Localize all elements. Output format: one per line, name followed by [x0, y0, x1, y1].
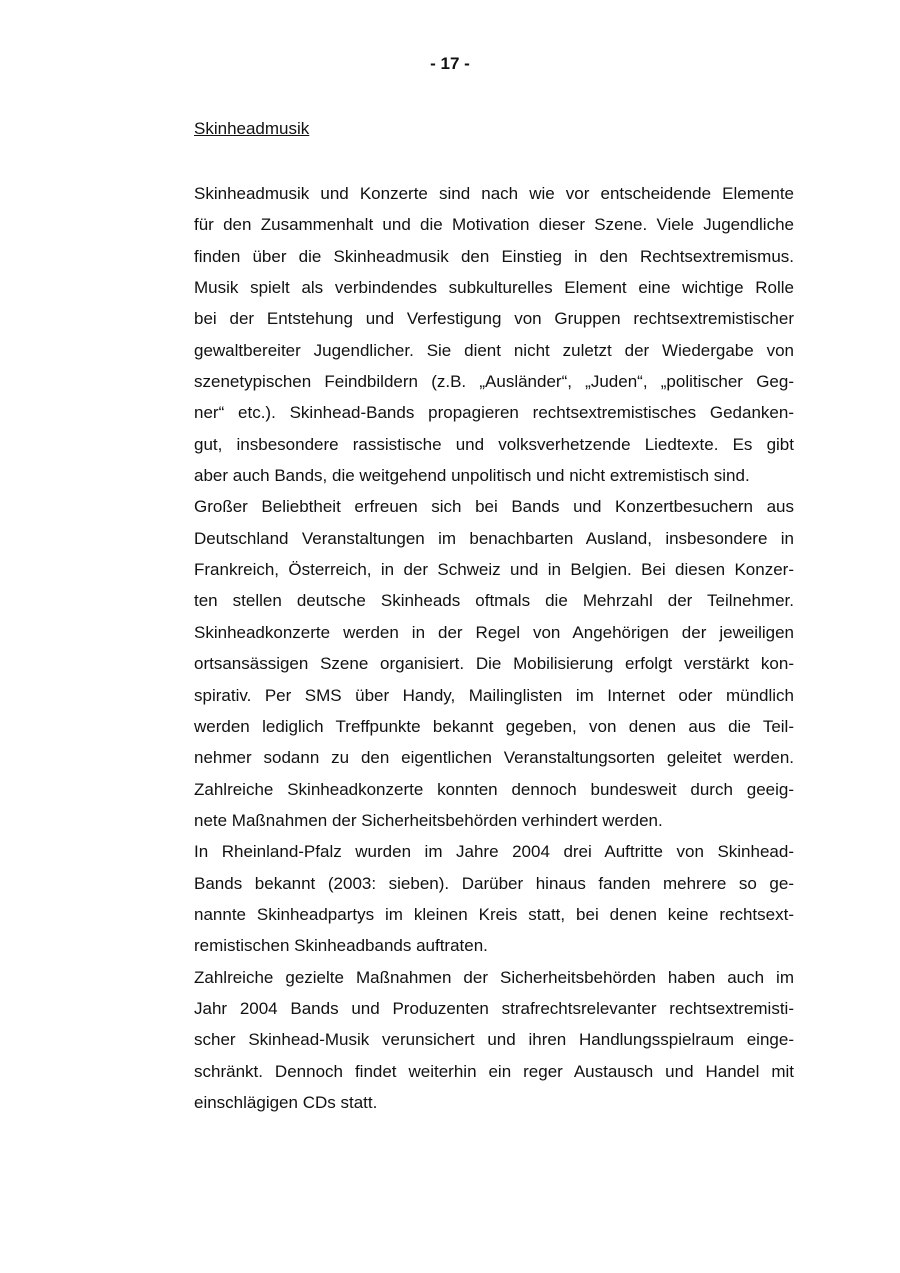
body-text: [194, 178, 794, 1118]
text-line: ner“ etc.). Skinhead-Bands propagieren rechtsextremistisches Gedanken-: [194, 403, 794, 423]
text-line: nehmer sodann zu den eigentlichen Veranstaltungsorten geleitet werden.: [194, 748, 794, 768]
text-line: Zahlreiche Skinheadkonzerte konnten dennoch bundesweit durch geeig-: [194, 779, 794, 799]
text-line: scher Skinhead-Musik verunsichert und ihren Handlungsspielraum einge-: [194, 1030, 794, 1050]
text-line: gut, insbesondere rassistische und volksverhetzende Liedtexte. Es gibt: [194, 434, 794, 454]
text-line: bei der Entstehung und Verfestigung von Gruppen rechtsextremistischer: [194, 309, 794, 329]
text-line: szenetypischen Feindbildern (z.B. „Ausländer“, „Juden“, „politischer Geg-: [194, 372, 794, 392]
text-line: gewaltbereiter Jugendlicher. Sie dient nicht zuletzt der Wiedergabe von: [194, 340, 794, 360]
text-line: In Rheinland-Pfalz wurden im Jahre 2004 drei Auftritte von Skinhead-: [194, 842, 794, 862]
text-line: aber auch Bands, die weitgehend unpolitisch und nicht extremistisch sind.: [194, 466, 750, 486]
text-line: Frankreich, Österreich, in der Schweiz und in Belgien. Bei diesen Konzer-: [194, 560, 794, 580]
text-line: für den Zusammenhalt und die Motivation dieser Szene. Viele Jugendliche: [194, 215, 794, 235]
text-line: remistischen Skinheadbands auftraten.: [194, 936, 488, 956]
text-line: Skinheadkonzerte werden in der Regel von Angehörigen der jeweiligen: [194, 622, 794, 642]
text-line: Zahlreiche gezielte Maßnahmen der Sicherheitsbehörden haben auch im: [194, 967, 794, 987]
text-line: ten stellen deutsche Skinheads oftmals die Mehrzahl der Teilnehmer.: [194, 591, 794, 611]
text-line: nete Maßnahmen der Sicherheitsbehörden verhindert werden.: [194, 810, 663, 830]
text-line: nannte Skinheadpartys im kleinen Kreis statt, bei denen keine rechtsext-: [194, 904, 794, 924]
text-line: finden über die Skinheadmusik den Einstieg in den Rechtsextremismus.: [194, 246, 794, 266]
text-line: Jahr 2004 Bands und Produzenten strafrechtsrelevanter rechtsextremisti-: [194, 998, 794, 1018]
text-line: spirativ. Per SMS über Handy, Mailinglisten im Internet oder mündlich: [194, 685, 794, 705]
text-line: ortsansässigen Szene organisiert. Die Mobilisierung erfolgt verstärkt kon-: [194, 654, 794, 674]
text-line: schränkt. Dennoch findet weiterhin ein reger Austausch und Handel mit: [194, 1061, 794, 1081]
section-heading: Skinheadmusik: [194, 119, 310, 138]
text-line: Bands bekannt (2003: sieben). Darüber hinaus fanden mehrere so ge-: [194, 873, 794, 893]
text-line: werden lediglich Treffpunkte bekannt gegeben, von denen aus die Teil-: [194, 716, 794, 736]
text-line: einschlägigen CDs statt.: [194, 1092, 378, 1112]
text-line: Deutschland Veranstaltungen im benachbarten Ausland, insbesondere in: [194, 528, 794, 548]
text-line: Skinheadmusik und Konzerte sind nach wie vor entscheidende Elemente: [194, 184, 794, 203]
text-line: Musik spielt als verbindendes subkulturelles Element eine wichtige Rolle: [194, 278, 794, 298]
page-number: - 17 -: [430, 54, 470, 73]
text-line: Großer Beliebtheit erfreuen sich bei Bands und Konzertbesuchern aus: [194, 497, 794, 517]
